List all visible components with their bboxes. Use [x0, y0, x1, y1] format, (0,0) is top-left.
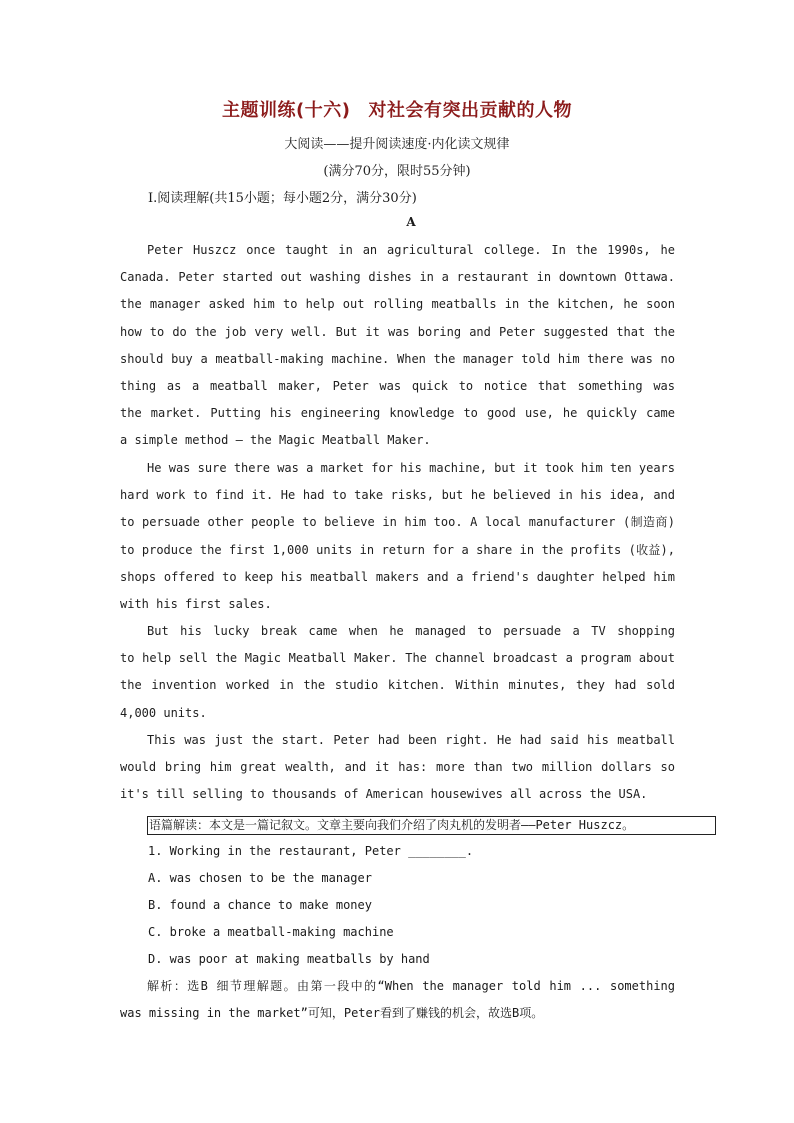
paragraph-1 — [120, 237, 675, 455]
paragraph-line: should buy a meatball-making machine. When the manager told him there was no — [120, 351, 675, 366]
paragraph-2 — [120, 455, 675, 618]
paragraph-line: thing as a meatball maker, Peter was quick to notice that something was — [120, 378, 675, 393]
passage-letter: A — [406, 215, 416, 229]
paragraph-line: Canada. Peter started out washing dishes in a restaurant in downtown Ottawa. — [120, 270, 675, 285]
paragraph-line: hard work to find it. He had to take risks, but he believed in his idea, and — [120, 488, 675, 503]
option-a: A. was chosen to be the manager — [148, 871, 372, 885]
page-subtitle: 大阅读——提升阅读速度·内化读文规律 — [284, 137, 510, 152]
section-heading: Ⅰ.阅读理解(共15小题；每小题2分，满分30分) — [148, 191, 417, 206]
paragraph-line: how to do the job very well. But it was boring and Peter suggested that the — [120, 324, 675, 339]
paragraph-line: to produce the first 1,000 units in return for a share in the profits (收益), — [120, 542, 675, 557]
paragraph-line: with his first sales. — [120, 596, 272, 611]
paragraph-line: the market. Putting his engineering knowledge to good use, he quickly came — [120, 406, 675, 421]
option-c: C. broke a meatball-making machine — [148, 925, 394, 939]
paragraph-line: But his lucky break came when he managed to persuade a TV shopping — [147, 624, 675, 638]
paragraph-line: This was just the start. Peter had been right. He had said his meatball — [147, 733, 675, 747]
paragraph-line: would bring him great wealth, and it has: more than two million dollars so — [120, 760, 675, 775]
paragraph-line: Peter Huszcz once taught in an agricultural college. In the 1990s, he — [147, 243, 675, 257]
paragraph-line: it's till selling to thousands of American housewives all across the USA. — [120, 787, 648, 802]
title-part2: 对社会有突出贡献的人物 — [368, 100, 572, 121]
option-d: D. was poor at making meatballs by hand — [148, 952, 430, 966]
summary-box: 语篇解读：本文是一篇记叙文。文章主要向我们介绍了肉丸机的发明者——Peter Huszcz。 — [147, 816, 716, 835]
analysis — [120, 973, 675, 1027]
score-info: (满分70分，限时55分钟) — [323, 164, 471, 179]
paragraph-line: shops offered to keep his meatball makers and a friend's daughter helped him — [120, 569, 675, 584]
paragraph-3 — [120, 618, 675, 727]
analysis-line: 解析：选B 细节理解题。由第一段中的“When the manager told him ... something — [147, 979, 675, 993]
paragraph-line: to help sell the Magic Meatball Maker. The channel broadcast a program about — [120, 651, 675, 666]
paragraph-line: a simple method — the Magic Meatball Maker. — [120, 433, 431, 448]
option-b: B. found a chance to make money — [148, 898, 372, 912]
paragraph-4 — [120, 727, 675, 809]
question-stem: 1. Working in the restaurant, Peter ________. — [148, 844, 474, 858]
analysis-line: was missing in the market”可知，Peter看到了赚钱的机会，故选B项。 — [120, 1006, 544, 1021]
paragraph-line: the invention worked in the studio kitchen. Within minutes, they had sold — [120, 678, 675, 693]
paragraph-line: 4,000 units. — [120, 705, 207, 720]
page-title — [0, 96, 794, 122]
paragraph-line: He was sure there was a market for his machine, but it took him ten years — [147, 461, 675, 475]
paragraph-line: the manager asked him to help out rolling meatballs in the kitchen, he soon — [120, 297, 675, 312]
title-part1: 主题训练(十六) — [222, 100, 351, 121]
paragraph-line: to persuade other people to believe in him too. A local manufacturer (制造商) — [120, 515, 675, 530]
